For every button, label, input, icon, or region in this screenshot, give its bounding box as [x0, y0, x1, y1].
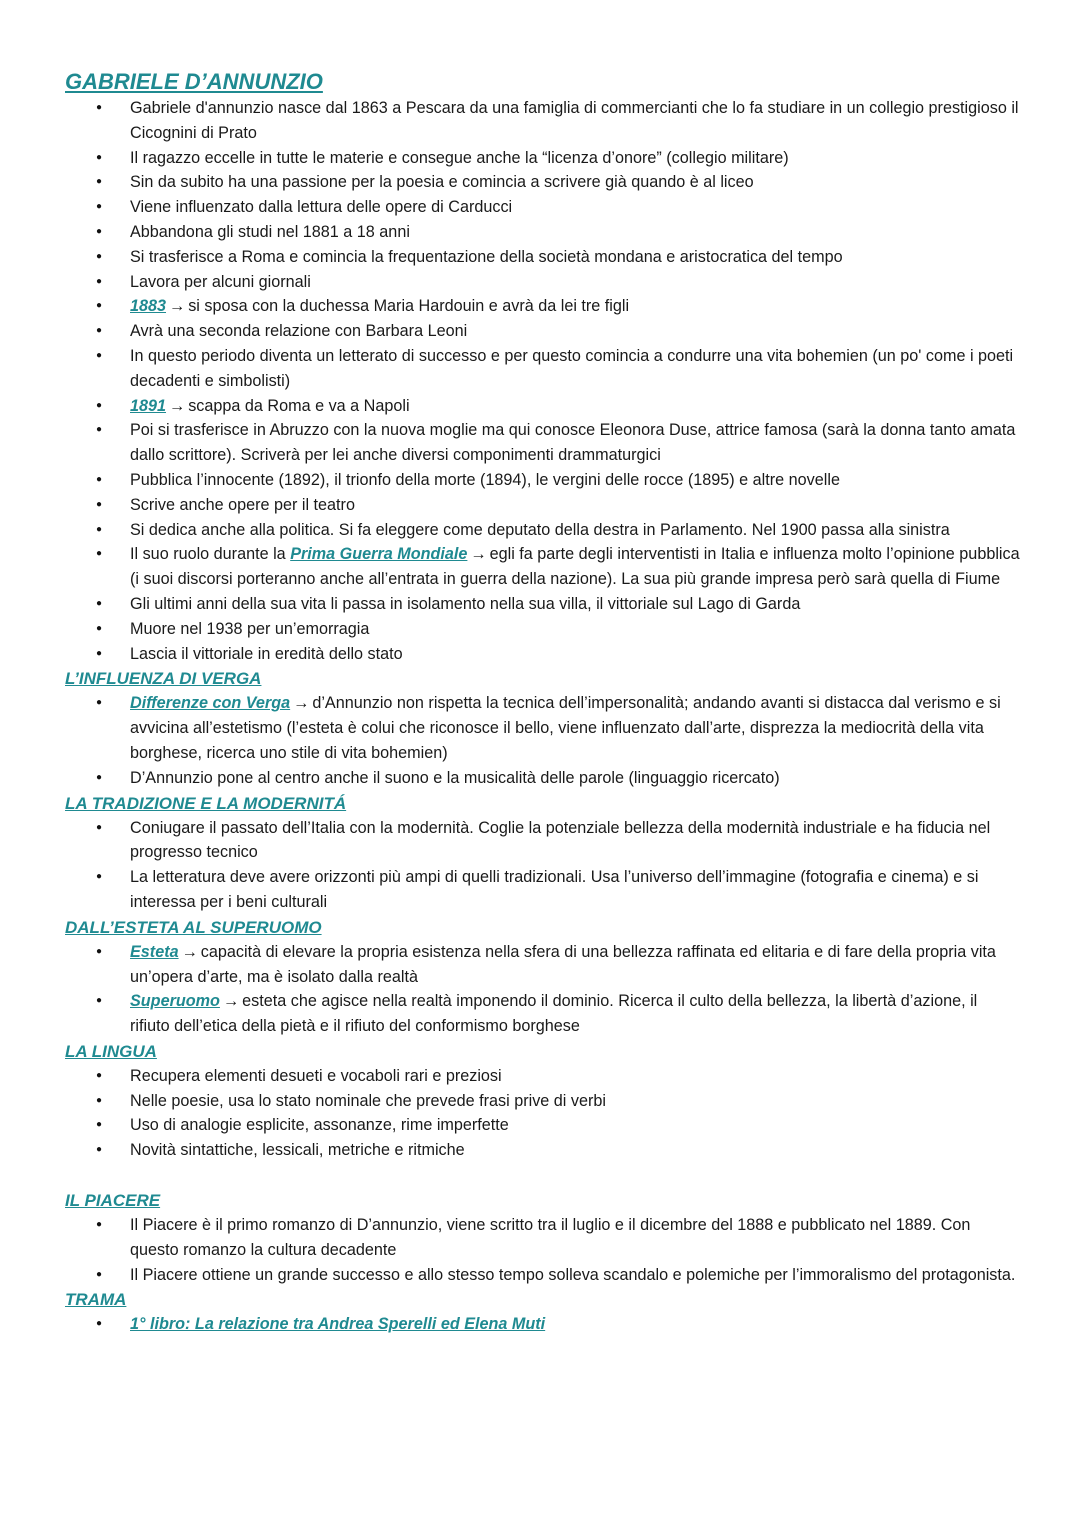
item-text: si sposa con la duchessa Maria Hardouin e avrà da lei tre figli — [188, 297, 630, 316]
item-text: Poi si trasferisce in Abruzzo con la nuova moglie ma qui conosce Eleonora Duse, attrice famosa (sarà la donna tanto amata dallo scrittore). Scriverà per lei anche diversi componimenti drammaturgici — [130, 421, 1016, 465]
highlighted-term: 1° libro: La relazione tra Andrea Sperelli ed Elena Muti — [130, 1315, 546, 1334]
highlighted-term: Esteta — [130, 942, 179, 961]
list-item — [65, 518, 1020, 543]
list-item — [65, 1263, 1020, 1288]
list-item — [65, 691, 1020, 765]
highlighted-term: 1883 — [130, 297, 167, 316]
list-item — [65, 319, 1020, 344]
arrow-icon: → — [181, 942, 198, 961]
item-text: esteta che agisce nella realtà imponendo il dominio. Ricerca il culto della bellezza, la libertà d’azione, il rifiuto dell’etica della pietà e il rifiuto del conformismo borghese — [130, 992, 978, 1036]
item-text: Abbandona gli studi nel 1881 a 18 anni — [130, 222, 410, 241]
bullet-list — [65, 1064, 1020, 1163]
item-text: La letteratura deve avere orizzonti più ampi di quelli tradizionali. Usa l’universo dell’immagine (fotografia e cinema) e si interessa per i beni culturali — [130, 868, 979, 911]
list-item — [65, 766, 1020, 791]
item-text: Scrive anche opere per il teatro — [130, 495, 355, 514]
bullet-list — [65, 1312, 1020, 1337]
item-text: Il ragazzo eccelle in tutte le materie e consegue anche la “licenza d’onore” (collegio militare) — [130, 148, 789, 167]
list-item — [65, 220, 1020, 245]
list-item — [65, 1138, 1020, 1163]
item-text: Pubblica l’innocente (1892), il trionfo della morte (1894), le vergini delle rocce (1895) e altre novelle — [130, 470, 840, 489]
arrow-icon: → — [470, 545, 487, 564]
section-spacer — [65, 1163, 1020, 1188]
list-item — [65, 1113, 1020, 1138]
list-item — [65, 195, 1020, 220]
list-item — [65, 592, 1020, 617]
list-item — [65, 418, 1020, 468]
item-text: scappa da Roma e va a Napoli — [188, 396, 410, 415]
list-item — [65, 1064, 1020, 1089]
section-heading: IL PIACERE — [65, 1191, 161, 1211]
arrow-icon: → — [169, 297, 186, 316]
item-text: Viene influenzato dalla lettura delle opere di Carducci — [130, 198, 513, 217]
arrow-icon: → — [293, 694, 310, 713]
bullet-list — [65, 691, 1020, 790]
list-item — [65, 542, 1020, 592]
item-text: Sin da subito ha una passione per la poesia e comincia a scrivere già quando è al liceo — [130, 173, 754, 192]
list-item — [65, 245, 1020, 270]
list-item — [65, 1213, 1020, 1263]
item-text: Coniugare il passato dell’Italia con la modernità. Coglie la potenziale bellezza della modernità industriale e ha fiducia nel progresso tecnico — [130, 818, 991, 862]
bullet-list — [65, 816, 1020, 915]
item-text: In questo periodo diventa un letterato di successo e per questo comincia a condurre una vita bohemien (un po' come i poeti decadenti e simbolisti) — [130, 346, 1014, 390]
list-item — [65, 1089, 1020, 1114]
section-heading: GABRIELE D’ANNUNZIO — [65, 69, 323, 94]
list-item — [65, 270, 1020, 295]
list-item — [65, 1312, 1020, 1337]
list-item — [65, 642, 1020, 667]
list-item — [65, 493, 1020, 518]
section-heading: LA TRADIZIONE E LA MODERNITÁ — [65, 793, 347, 813]
item-text: D’Annunzio pone al centro anche il suono e la musicalità delle parole (linguaggio ricercato) — [130, 768, 780, 787]
item-text: Muore nel 1938 per un’emorragia — [130, 619, 370, 638]
list-item — [65, 617, 1020, 642]
item-text: Si trasferisce a Roma e comincia la frequentazione della società mondana e aristocratica del tempo — [130, 247, 843, 266]
list-item — [65, 816, 1020, 866]
item-text: Nelle poesie, usa lo stato nominale che prevede frasi prive di verbi — [130, 1091, 606, 1110]
bullet-list — [65, 1213, 1020, 1287]
item-text: Novità sintattiche, lessicali, metriche e ritmiche — [130, 1141, 465, 1160]
item-text: Avrà una seconda relazione con Barbara Leoni — [130, 322, 468, 341]
section-heading: TRAMA — [65, 1290, 127, 1310]
section-heading: L’INFLUENZA DI VERGA — [65, 669, 262, 689]
item-text: Il suo ruolo durante la — [130, 545, 286, 564]
item-text: Gli ultimi anni della sua vita li passa in isolamento nella sua villa, il vittoriale sul Lago di Garda — [130, 594, 801, 613]
list-item — [65, 394, 1020, 419]
list-item — [65, 344, 1020, 394]
item-text: capacità di elevare la propria esistenza nella sfera di una bellezza raffinata ed elitaria e di fare della propria vita un’opera d’arte, ma è isolato dalla realtà — [130, 942, 996, 986]
list-item — [65, 989, 1020, 1039]
item-text: Si dedica anche alla politica. Si fa eleggere come deputato della destra in Parlamento. Nel 1900 passa alla sinistra — [130, 520, 950, 539]
item-text: d’Annunzio non rispetta la tecnica dell’impersonalità; andando avanti si distacca dal verismo e si avvicina all’estetismo (l’esteta è colui che riconosce il bello, viene influenzato dall’arte, disprezza la mediocrità della vita borghese, ricerca uno stile di vita bohemien) — [130, 694, 1001, 762]
highlighted-term: Superuomo — [130, 992, 220, 1011]
list-item — [65, 96, 1020, 146]
item-text: Il Piacere è il primo romanzo di D’annunzio, viene scritto tra il luglio e il dicembre del 1888 e pubblicato nel 1889. Con questo romanzo la cultura decadente — [130, 1216, 971, 1259]
item-text: Gabriele d'annunzio nasce dal 1863 a Pescara da una famiglia di commercianti che lo fa studiare in un collegio prestigioso il Cicognini di Prato — [130, 99, 1019, 142]
list-item — [65, 146, 1020, 171]
item-text: Uso di analogie esplicite, assonanze, rime imperfette — [130, 1116, 509, 1135]
bullet-list — [65, 96, 1020, 666]
bullet-list — [65, 940, 1020, 1039]
list-item — [65, 294, 1020, 319]
item-text: Recupera elementi desueti e vocaboli rari e preziosi — [130, 1066, 502, 1085]
item-text: Lavora per alcuni giornali — [130, 272, 311, 291]
arrow-icon: → — [222, 992, 240, 1011]
item-text: Il Piacere ottiene un grande successo e allo stesso tempo solleva scandalo e polemiche per l’immoralismo del protagonista. — [130, 1265, 1016, 1284]
list-item — [65, 940, 1020, 990]
section-heading: DALL’ESTETA AL SUPERUOMO — [65, 917, 322, 937]
item-text: Lascia il vittoriale in eredità dello stato — [130, 644, 403, 663]
list-item — [65, 468, 1020, 493]
list-item — [65, 170, 1020, 195]
notes-content — [65, 68, 1020, 1337]
list-item — [65, 865, 1020, 915]
section-heading: LA LINGUA — [65, 1041, 157, 1061]
arrow-icon: → — [169, 396, 186, 415]
item-text: egli fa parte degli interventisti in Italia e influenza molto l’opinione pubblica (i suoi discorsi porteranno anche all’entrata in guerra della nazione). La sua più grande impresa però sarà quella di Fiume — [130, 545, 1020, 589]
highlighted-term: 1891 — [130, 396, 167, 415]
highlighted-term: Prima Guerra Mondiale — [290, 545, 468, 564]
highlighted-term: Differenze con Verga — [130, 694, 291, 713]
